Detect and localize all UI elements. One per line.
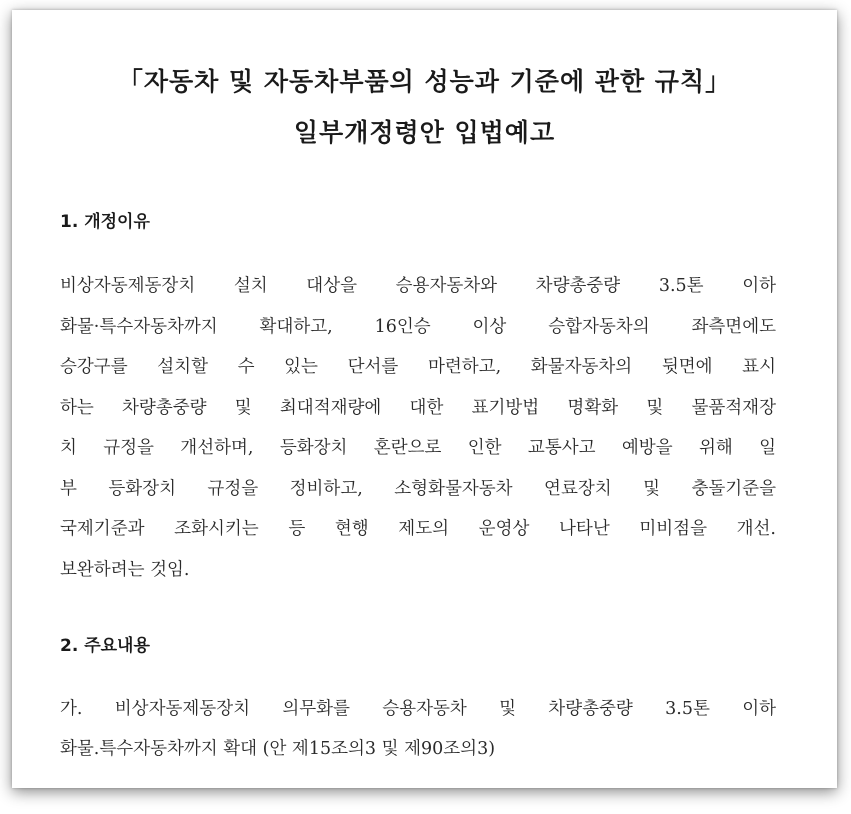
document-title-line1: 「자동차 및 자동차부품의 성능과 기준에 관한 규칙」 bbox=[117, 67, 732, 96]
section1-line: 승강구를 설치할 수 있는 단서를 마련하고, 화물자동차의 뒷면에 표시 bbox=[60, 357, 776, 377]
section2-line: 가. 비상자동제동장치 의무화를 승용자동차 및 차량총중량 3.5톤 이하 bbox=[60, 699, 776, 719]
document-title-line2: 일부개정령안 입법예고 bbox=[293, 118, 556, 147]
section1-line: 하는 차량총중량 및 최대적재량에 대한 표기방법 명확화 및 물품적재장 bbox=[60, 398, 776, 418]
section1-line: 화물·특수자동차까지 확대하고, 16인승 이상 승합자동차의 좌측면에도 bbox=[60, 317, 776, 337]
section1-line: 비상자동제동장치 설치 대상을 승용자동차와 차량총중량 3.5톤 이하 bbox=[60, 276, 776, 296]
section1-line: 국제기준과 조화시키는 등 현행 제도의 운영상 나타난 미비점을 개선. bbox=[60, 519, 776, 539]
section1-line: 부 등화장치 규정을 정비하고, 소형화물자동차 연료장치 및 충돌기준을 bbox=[60, 479, 776, 499]
section1-heading: 1. 개정이유 bbox=[60, 212, 150, 232]
section2-heading: 2. 주요내용 bbox=[60, 636, 150, 656]
section1-line: 보완하려는 것임. bbox=[60, 560, 190, 580]
section1-line: 치 규정을 개선하며, 등화장치 혼란으로 인한 교통사고 예방을 위해 일 bbox=[60, 438, 776, 458]
section2-line: 화물.특수자동차까지 확대 (안 제15조의3 및 제90조의3) bbox=[60, 739, 496, 759]
document-page bbox=[12, 10, 837, 788]
